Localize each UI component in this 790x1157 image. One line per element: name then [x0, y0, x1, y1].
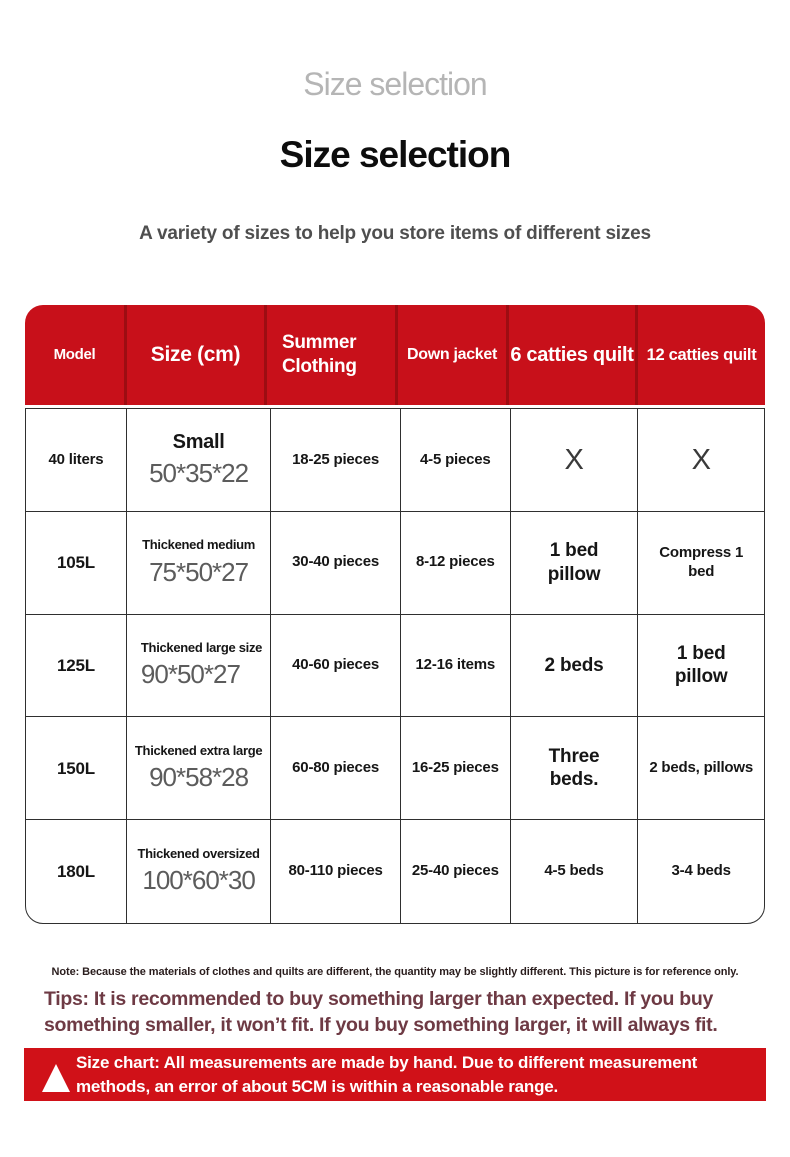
cell-quilt6: 2 beds — [511, 615, 639, 718]
size-table-header — [25, 305, 765, 405]
size-label: Thickened oversized — [137, 846, 260, 862]
header-cell-size: Size (cm) — [127, 305, 267, 405]
cell-model: 180L — [26, 820, 127, 923]
size-table-body — [25, 408, 765, 924]
warning-banner — [24, 1048, 766, 1101]
cell-quilt6: 4-5 beds — [511, 820, 639, 923]
cell-quilt12: Compress 1 bed — [638, 512, 764, 615]
cell-size — [127, 820, 271, 923]
cell-down: 4-5 pieces — [401, 409, 511, 512]
cell-quilt6: 1 bed pillow — [511, 512, 639, 615]
cell-quilt6: X — [511, 409, 639, 512]
warning-triangle-icon — [42, 1064, 70, 1092]
header-cell-summer: Summer Clothing — [267, 305, 398, 405]
cell-down: 25-40 pieces — [401, 820, 511, 923]
size-value: 90*50*27 — [140, 659, 240, 690]
cell-quilt12: 2 beds, pillows — [638, 717, 764, 820]
cell-down: 12-16 items — [401, 615, 511, 718]
cell-quilt12: X — [638, 409, 764, 512]
cell-size — [127, 409, 271, 512]
page-title-ghost: Size selection — [303, 66, 487, 102]
cell-down: 8-12 pieces — [401, 512, 511, 615]
cell-down: 16-25 pieces — [401, 717, 511, 820]
cell-summer: 40-60 pieces — [271, 615, 401, 718]
cell-summer: 60-80 pieces — [271, 717, 401, 820]
page-title: Size selection — [279, 134, 511, 175]
tips-text: Tips: It is recommended to buy something larger than expected. If you buy something smaller, it won’t fit. If you buy something larger, it will always fit. — [44, 988, 718, 1036]
header-cell-model: Model — [25, 305, 127, 405]
cell-size — [127, 512, 271, 615]
cell-summer: 18-25 pieces — [271, 409, 401, 512]
size-label: Small — [172, 431, 225, 454]
cell-model: 150L — [26, 717, 127, 820]
cell-quilt12: 3-4 beds — [671, 862, 731, 880]
cell-model: 40 liters — [26, 409, 127, 512]
header-cell-quilt6: 6 catties quilt — [509, 305, 638, 405]
page-subtitle: A variety of sizes to help you store items of different sizes — [139, 223, 651, 244]
cell-model: 125L — [26, 615, 127, 718]
cell-summer: 80-110 pieces — [271, 820, 401, 923]
cell-summer: 30-40 pieces — [271, 512, 401, 615]
cell-quilt6: Three beds. — [511, 717, 639, 820]
size-value: 50*35*22 — [149, 458, 249, 489]
size-label: Thickened large size — [140, 640, 263, 656]
size-value: 75*50*27 — [149, 556, 249, 587]
cell-quilt12: 1 bed pillow — [638, 615, 764, 718]
size-value: 90*58*28 — [149, 762, 249, 793]
cell-size — [127, 615, 271, 718]
cell-model: 105L — [26, 512, 127, 615]
warning-text: Size chart: All measurements are made by hand. Due to different measurement methods, an error of about 5CM is within a reasonable range. — [76, 1052, 698, 1096]
header-cell-down: Down jacket — [398, 305, 509, 405]
note-text: Note: Because the materials of clothes and quilts are different, the quantity may be slightly different. This picture is for reference only. — [51, 966, 739, 978]
size-label: Thickened medium — [142, 537, 256, 553]
header-cell-quilt12: 12 catties quilt — [646, 345, 757, 364]
size-label: Thickened extra large — [134, 742, 263, 758]
cell-size — [127, 717, 271, 820]
size-value: 100*60*30 — [142, 865, 255, 896]
